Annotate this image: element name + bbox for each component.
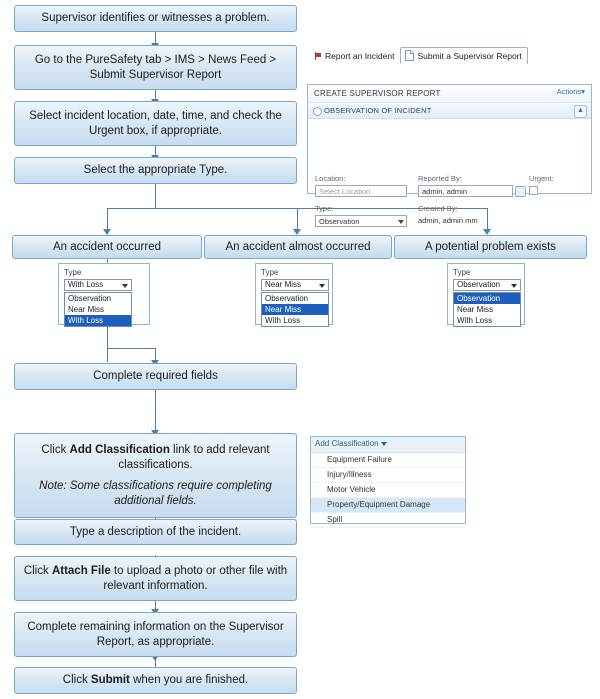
branch-potential-problem[interactable] (394, 235, 587, 259)
reported-by-input[interactable]: admin, admin (418, 185, 513, 197)
section-bullet-icon (313, 107, 322, 116)
option-near-miss[interactable]: Near Miss (68, 305, 105, 314)
step-navigate-supervisor-report-label: Go to the PureSafety tab > IMS > News Feed > Submit Supervisor Report (34, 53, 277, 81)
panel-header (308, 85, 591, 103)
step-select-type-label: Select the appropriate Type. (83, 164, 228, 176)
type-widget-near-miss-select[interactable]: Near Miss (261, 279, 329, 291)
step-attach-file-text-2: to upload a photo or other file with relevant information. (103, 564, 288, 592)
document-icon (405, 50, 414, 61)
step-submit-link[interactable]: Submit (90, 674, 130, 686)
type-widget-with-loss-label: Type (64, 268, 82, 277)
step-attach-file-text-1: Click (23, 564, 52, 577)
branch-accident-almost-occurred-label: An accident almost occurred (225, 240, 371, 253)
add-classification-header[interactable] (311, 437, 465, 453)
connector-4 (155, 184, 156, 208)
branch-accident-occurred[interactable] (12, 235, 202, 259)
connector-merge-h (107, 348, 155, 349)
step-attach-file-content (21, 564, 290, 594)
location-input[interactable]: Select Location (315, 185, 407, 197)
tab-report-an-incident[interactable] (309, 48, 400, 64)
person-picker-icon[interactable] (515, 186, 526, 197)
type-widget-observation (447, 263, 525, 325)
flag-icon (314, 52, 322, 60)
step-complete-required-fields[interactable] (14, 363, 297, 390)
type-widget-observation-list[interactable] (453, 292, 521, 327)
classification-item-equipment-failure[interactable]: Equipment Failure (311, 453, 465, 468)
connector-5 (155, 390, 156, 432)
collapse-icon[interactable]: ▲ (574, 105, 587, 118)
type-widget-observation-select[interactable]: Observation (453, 279, 521, 291)
actions-menu[interactable]: Actions▾ (556, 87, 585, 96)
report-tabs (309, 48, 522, 64)
step-complete-remaining-info[interactable] (14, 612, 297, 657)
type-widget-with-loss (58, 263, 150, 325)
step-identify-problem[interactable] (14, 5, 297, 32)
tab-submit-a-supervisor-report[interactable] (400, 47, 527, 64)
add-classification-widget (310, 436, 466, 524)
section-title: OBSERVATION OF INCIDENT (324, 106, 432, 115)
classification-item-motor-vehicle[interactable]: Motor Vehicle (311, 483, 465, 498)
chevron-down-icon (381, 442, 387, 446)
option-near-miss[interactable]: Near Miss (457, 305, 494, 314)
type-select[interactable]: Observation (315, 215, 407, 227)
type-widget-with-loss-list[interactable] (64, 292, 132, 327)
option-with-loss[interactable]: With Loss (65, 315, 131, 326)
step-submit[interactable] (14, 667, 297, 694)
step-attach-file[interactable] (14, 556, 297, 601)
created-by-value: admin, admin mm (418, 216, 478, 225)
panel-section-header (308, 103, 591, 119)
type-label: Type: (315, 204, 334, 213)
tab-report-an-incident-label: Report an Incident (325, 51, 395, 61)
add-classification-header-label: Add Classification (315, 439, 379, 448)
option-observation[interactable]: Observation (454, 293, 520, 304)
actions-menu-label: Actions (556, 87, 582, 96)
reported-by-label: Reported By: (418, 174, 462, 183)
classification-item-injury-illness[interactable]: Injury/Illness (311, 468, 465, 483)
step-select-location-date[interactable] (14, 101, 297, 146)
tab-submit-a-supervisor-report-label: Submit a Supervisor Report (417, 50, 522, 61)
step-type-description[interactable] (14, 519, 297, 545)
option-with-loss[interactable]: With Loss (265, 316, 301, 325)
branch-potential-problem-label: A potential problem exists (424, 240, 557, 253)
type-widget-near-miss (255, 263, 333, 325)
step-submit-text-1: Click (62, 674, 91, 686)
classification-item-property-equipment-damage[interactable]: Property/Equipment Damage (311, 498, 465, 513)
option-observation[interactable]: Observation (68, 294, 112, 303)
step-navigate-supervisor-report[interactable] (14, 45, 297, 90)
option-with-loss[interactable]: With Loss (457, 316, 493, 325)
branch-accident-occurred-label: An accident occurred (52, 240, 162, 253)
type-widget-near-miss-list[interactable] (261, 292, 329, 327)
step-add-classification[interactable] (14, 433, 297, 518)
branch-accident-almost-occurred[interactable] (204, 235, 392, 259)
step-submit-text-2: when you are finished. (129, 674, 249, 686)
panel-title: CREATE SUPERVISOR REPORT (314, 89, 441, 98)
step-select-type[interactable] (14, 157, 297, 184)
urgent-checkbox[interactable] (529, 186, 538, 195)
step-add-classification-link[interactable]: Add Classification (69, 443, 170, 456)
step-add-classification-note: Note: Some classifications require completing additional fields. (39, 479, 272, 507)
create-supervisor-report-panel (307, 84, 592, 226)
created-by-label: Created By: (418, 204, 458, 213)
step-complete-required-fields-label: Complete required fields (93, 370, 218, 382)
option-near-miss[interactable]: Near Miss (262, 304, 328, 315)
urgent-label: Urgent: (529, 174, 554, 183)
type-widget-observation-label: Type (453, 268, 471, 277)
step-select-location-date-label: Select incident location, date, time, and check the Urgent box, if appropriate. (29, 109, 282, 137)
step-add-classification-content (21, 443, 290, 509)
step-add-classification-text-2: link to add relevant classifications. (118, 443, 270, 471)
step-add-classification-text-1: Click (41, 443, 70, 456)
location-label: Location: (315, 174, 346, 183)
type-widget-with-loss-select[interactable]: With Loss (64, 279, 132, 291)
classification-item-spill[interactable]: Spill (311, 513, 465, 528)
option-observation[interactable]: Observation (265, 294, 309, 303)
step-complete-remaining-info-label: Complete remaining information on the Supervisor Report, as appropriate. (27, 620, 284, 648)
type-widget-near-miss-label: Type (261, 268, 279, 277)
step-identify-problem-label: Supervisor identifies or witnesses a problem. (41, 12, 270, 24)
step-submit-content (21, 673, 290, 688)
step-attach-file-link[interactable]: Attach File (51, 564, 111, 577)
step-type-description-label: Type a description of the incident. (69, 525, 242, 538)
panel-body (308, 119, 591, 226)
